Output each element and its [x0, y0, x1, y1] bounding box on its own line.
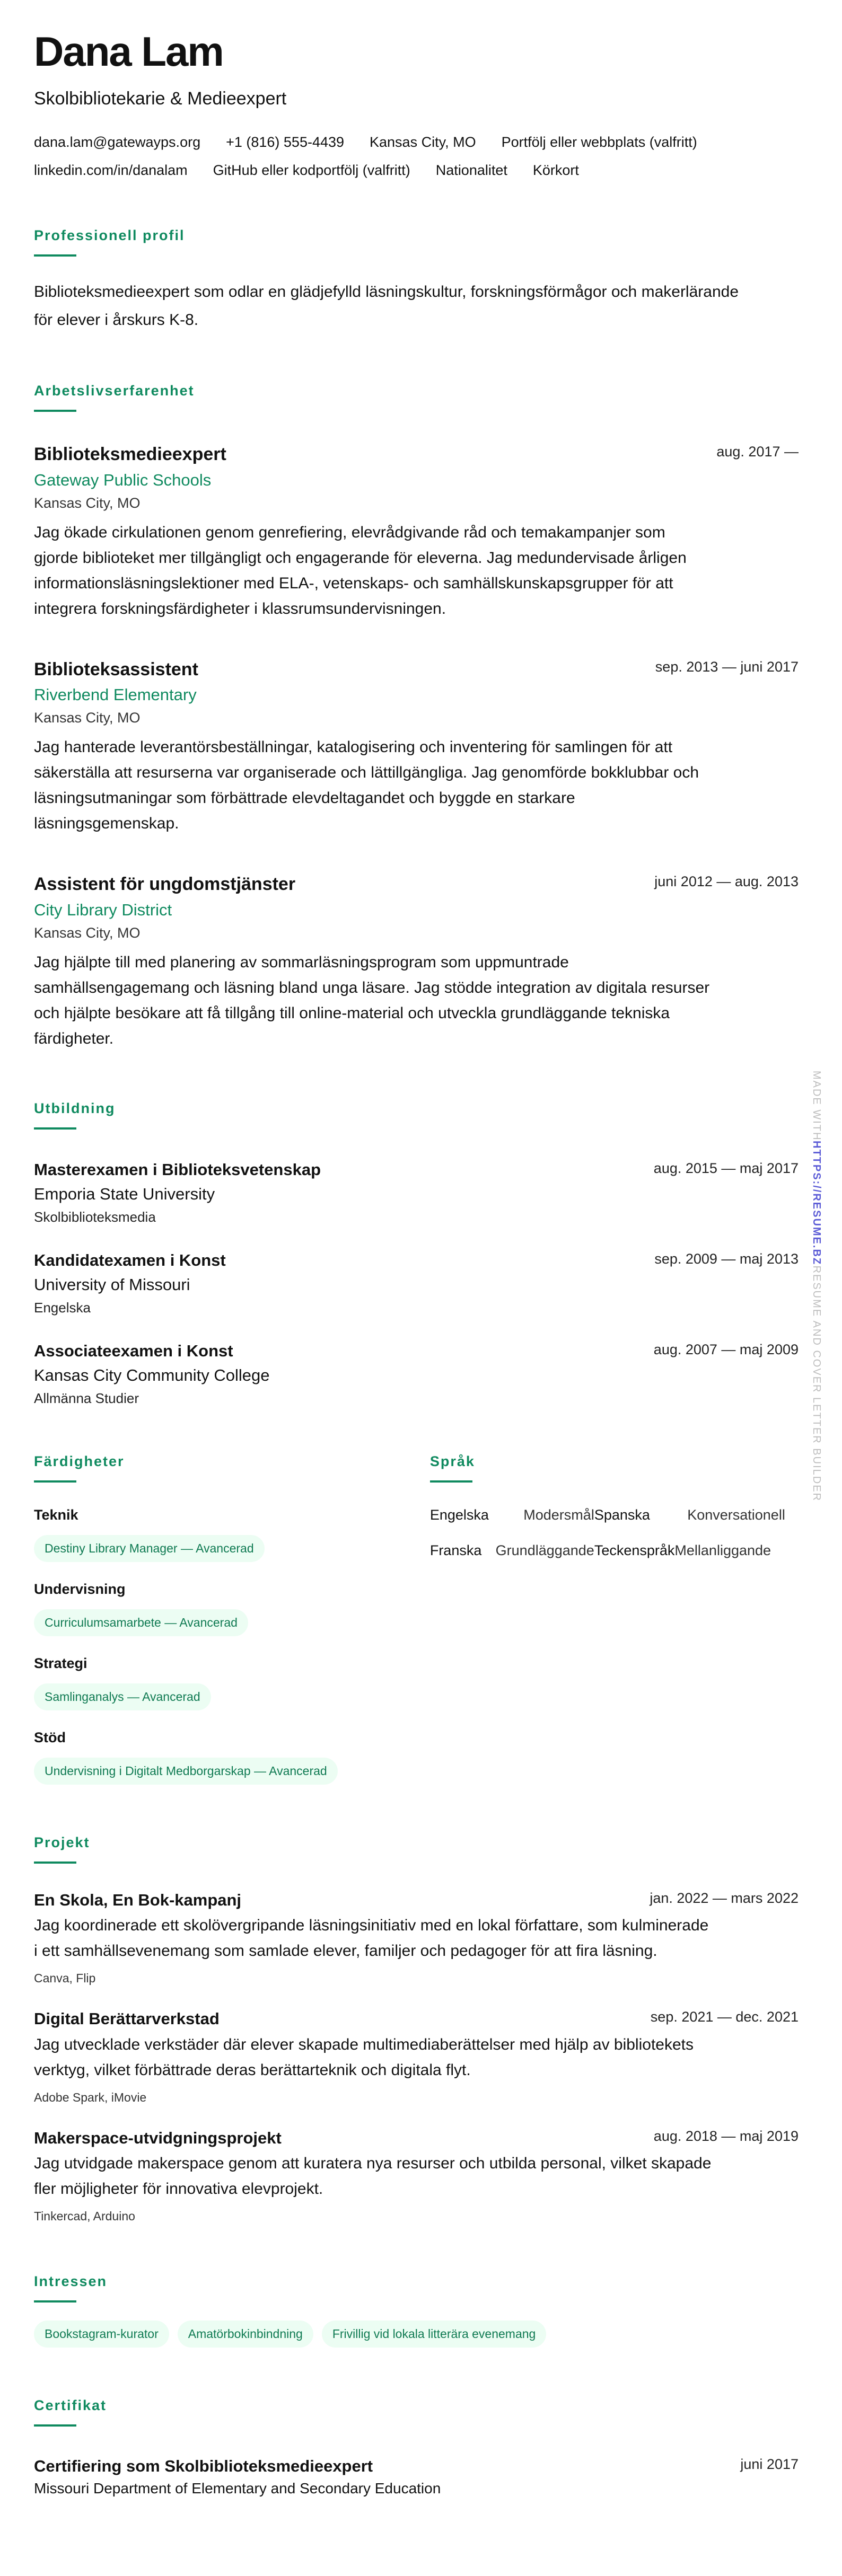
job-date: aug. 2017 — — [716, 443, 799, 460]
watermark — [810, 1071, 822, 1502]
education-item — [34, 1342, 799, 1407]
section-heading: Projekt — [34, 1834, 90, 1851]
project-description: Jag utvidgade makerspace genom att kuratera nya resurser och utbilda personal, vilket skapade fler möjligheter för innovativa elevprojekt. — [34, 2154, 712, 2198]
skills-languages — [34, 1454, 799, 1785]
contact-phone: +1 (816) 555-4439 — [226, 134, 345, 150]
language-name: Engelska — [429, 1507, 489, 1523]
skill-category: Teknik — [34, 1507, 78, 1523]
section-underline — [34, 1127, 76, 1130]
skill-category: Stöd — [34, 1730, 66, 1746]
project-description: Jag utvecklade verkstäder där elever skapade multimediaberättelser med hjälp av bibliotekets verktyg, vilket förbättrade deras berättarteknik och digitala flyt. — [34, 2035, 694, 2079]
education-date: sep. 2009 — maj 2013 — [654, 1251, 799, 1267]
section-heading: Språk — [429, 1453, 475, 1470]
section-underline — [34, 2424, 76, 2427]
school-name: Emporia State University — [34, 1185, 215, 1204]
job-description: Jag hanterade leverantörsbeställningar, katalogisering och inventering för samlingen för att säkerställa att resurserna var organiserade och lättillgängliga. Jag genomförde bokklubbar och läsningsutmaningar som förbättrade elevdeltagandet och byggde en starkare läsningsgemenskap. — [34, 738, 699, 833]
interest-pill: Bookstagram-kurator — [34, 2321, 169, 2348]
company-name: Riverbend Elementary — [34, 685, 197, 704]
job-location: Kansas City, MO — [34, 925, 141, 941]
resume-page — [34, 0, 799, 2497]
candidate-name: Dana Lam — [34, 28, 223, 75]
job-title: Assistent för ungdomstjänster — [34, 874, 296, 895]
experience-item — [34, 444, 799, 622]
language-list — [430, 1507, 799, 1559]
contact-license: Körkort — [532, 162, 579, 178]
section-underline — [430, 1480, 472, 1483]
school-name: Kansas City Community College — [34, 1366, 270, 1385]
education-item — [34, 1160, 799, 1225]
skill-pill: Destiny Library Manager — Avancerad — [34, 1535, 265, 1562]
experience-item — [34, 659, 799, 837]
degree: Kandidatexamen i Konst — [34, 1251, 226, 1270]
job-date: sep. 2013 — juni 2017 — [655, 658, 799, 675]
job-location: Kansas City, MO — [34, 710, 141, 726]
language-name: Spanska — [594, 1507, 650, 1523]
project-title: En Skola, En Bok-kampanj — [34, 1891, 242, 1910]
section-underline — [34, 254, 76, 257]
study-field: Skolbiblioteksmedia — [34, 1209, 156, 1225]
skill-category: Strategi — [34, 1655, 87, 1672]
education-section — [34, 1101, 799, 1407]
section-heading: Certifikat — [34, 2397, 107, 2413]
language-item — [430, 1542, 594, 1559]
contact-list — [34, 134, 776, 179]
skill-group — [34, 1655, 430, 1710]
contact-portfolio[interactable]: Portfölj eller webbplats (valfritt) — [501, 134, 697, 150]
skill-pill: Undervisning i Digitalt Medborgarskap — Avancerad — [34, 1758, 338, 1785]
skill-group — [34, 1507, 430, 1562]
certificate-item — [34, 2456, 799, 2497]
job-title: Biblioteksmedieexpert — [34, 444, 226, 464]
certificate-date: juni 2017 — [740, 2456, 799, 2472]
section-heading: Professionell profil — [34, 227, 185, 243]
project-tech: Tinkercad, Arduino — [34, 2209, 135, 2223]
project-item — [34, 2128, 799, 2224]
certificate-issuer: Missouri Department of Elementary and Secondary Education — [34, 2480, 441, 2496]
job-title: Biblioteksassistent — [34, 659, 198, 680]
contact-location: Kansas City, MO — [370, 134, 476, 150]
job-location: Kansas City, MO — [34, 495, 141, 511]
skill-group — [34, 1581, 430, 1636]
certificates-section — [34, 2398, 799, 2497]
interest-list — [34, 2309, 799, 2348]
language-level: Konversationell — [687, 1507, 785, 1523]
section-heading: Arbetslivserfarenhet — [34, 382, 195, 399]
profile-text: Biblioteksmedieexpert som odlar en glädjefylld läsningskultur, forskningsförmågor och makerlärande för elever i årskurs K-8. — [34, 283, 739, 329]
certificate-title: Certifiering som Skolbiblioteksmedieexpert — [34, 2456, 373, 2475]
project-item — [34, 1890, 799, 1986]
job-description: Jag hjälpte till med planering av sommarläsningsprogram som uppmuntrade samhällsengagemang och läsning bland unga läsare. Jag stödde integration av digitala resurser och hjälpte besökare att få tillgång till online-material och utveckla grundläggande tekniska färdigheter. — [34, 954, 710, 1048]
degree: Masterexamen i Biblioteksvetenskap — [34, 1160, 321, 1179]
language-level: Mellanliggande — [674, 1542, 771, 1559]
project-date: aug. 2018 — maj 2019 — [653, 2128, 799, 2144]
skill-pill: Curriculumsamarbete — Avancerad — [34, 1609, 248, 1636]
degree: Associateexamen i Konst — [34, 1342, 233, 1361]
language-name: Teckenspråk — [594, 1542, 675, 1559]
education-item — [34, 1251, 799, 1316]
watermark-suffix: RESUME AND COVER LETTER BUILDER — [811, 1265, 822, 1502]
contact-linkedin[interactable]: linkedin.com/in/danalam — [34, 162, 188, 178]
languages-section — [430, 1454, 799, 1785]
project-tech: Adobe Spark, iMovie — [34, 2090, 147, 2104]
job-date: juni 2012 — aug. 2013 — [654, 874, 799, 890]
language-level: Grundläggande — [495, 1542, 594, 1559]
skills-section — [34, 1454, 430, 1785]
projects-section — [34, 1836, 799, 2224]
language-item — [430, 1507, 594, 1523]
study-field: Engelska — [34, 1300, 91, 1316]
experience-section — [34, 384, 799, 1052]
section-heading: Intressen — [34, 2273, 108, 2289]
skill-group — [34, 1730, 430, 1785]
profile-section — [34, 228, 799, 334]
watermark-prefix: MADE WITH — [811, 1071, 822, 1141]
interests-section — [34, 2274, 799, 2348]
company-name: City Library District — [34, 901, 172, 920]
interest-pill: Frivillig vid lokala litterära evenemang — [322, 2321, 547, 2348]
project-description: Jag koordinerade ett skolövergripande läsningsinitiativ med en lokal författare, som kulminerade i ett samhällsevenemang som samlade elever, familjer och pedagoger för att fira läsning. — [34, 1917, 709, 1960]
skill-pill: Samlinganalys — Avancerad — [34, 1683, 211, 1710]
school-name: University of Missouri — [34, 1275, 190, 1294]
section-heading: Färdigheter — [34, 1453, 125, 1470]
candidate-title: Skolbibliotekarie & Medieexpert — [34, 89, 287, 109]
language-level: Modersmål — [523, 1507, 594, 1523]
project-date: sep. 2021 — dec. 2021 — [650, 2009, 799, 2025]
project-tech: Canva, Flip — [34, 1971, 96, 1986]
company-name: Gateway Public Schools — [34, 470, 212, 489]
section-underline — [34, 1862, 76, 1864]
watermark-link[interactable]: HTTPS://RESUME.BZ — [811, 1141, 822, 1266]
contact-email[interactable]: dana.lam@gatewayps.org — [34, 134, 201, 150]
section-underline — [34, 2300, 76, 2302]
study-field: Allmänna Studier — [34, 1390, 139, 1407]
project-date: jan. 2022 — mars 2022 — [650, 1890, 799, 1907]
contact-nationality: Nationalitet — [435, 162, 507, 178]
project-title: Makerspace-utvidgningsprojekt — [34, 2128, 282, 2147]
section-underline — [34, 410, 76, 412]
language-item — [594, 1507, 785, 1523]
project-item — [34, 2009, 799, 2104]
project-title: Digital Berättarverkstad — [34, 2009, 220, 2028]
experience-item — [34, 874, 799, 1052]
education-date: aug. 2007 — maj 2009 — [653, 1342, 799, 1358]
job-description: Jag ökade cirkulationen genom genrefiering, elevrådgivande råd och temakampanjer som gjorde biblioteket mer tillgängligt och engagerande för eleverna. Jag medundervisade årligen informationsläsningslektioner med ELA-, vetenskaps- och samhällskunskapsgrupper för att integrera forskningsfärdigheter i klassrumsundervisningen. — [34, 523, 687, 617]
interest-pill: Amatörbokinbindning — [178, 2321, 313, 2348]
education-date: aug. 2015 — maj 2017 — [653, 1160, 799, 1177]
contact-github[interactable]: GitHub eller kodportfölj (valfritt) — [213, 162, 410, 178]
language-item — [594, 1542, 785, 1559]
section-heading: Utbildning — [34, 1100, 116, 1117]
section-underline — [34, 1480, 76, 1483]
language-name: Franska — [429, 1542, 482, 1559]
skill-category: Undervisning — [34, 1581, 126, 1598]
